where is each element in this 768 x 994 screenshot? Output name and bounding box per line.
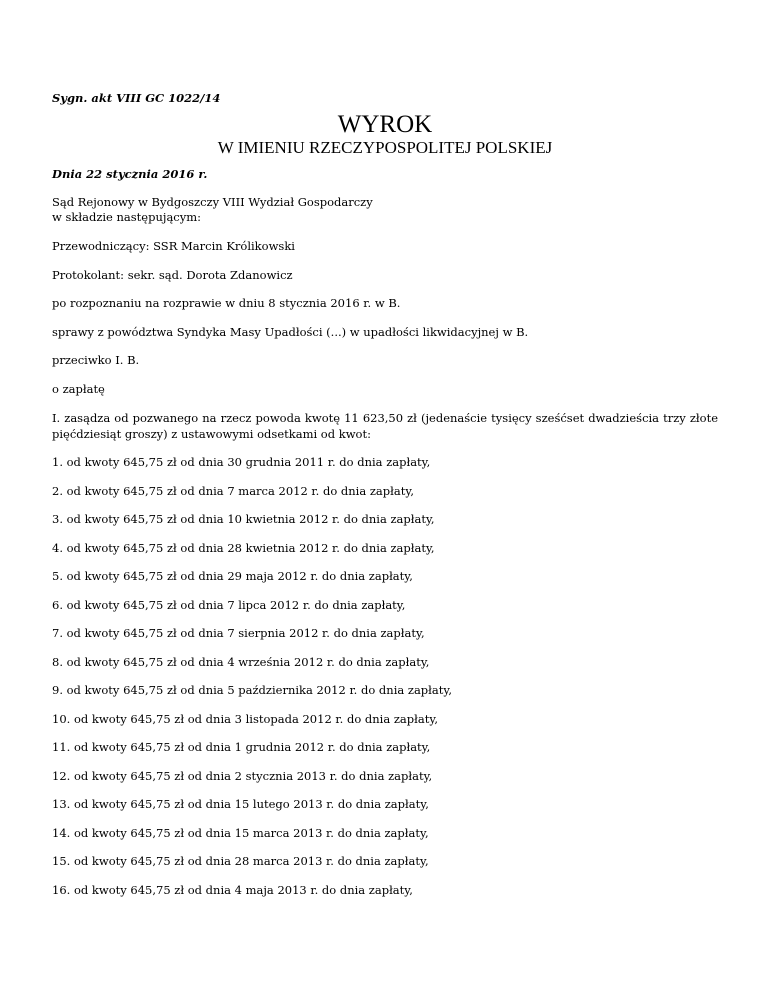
presiding-judge: Przewodniczący: SSR Marcin Królikowski	[52, 239, 295, 253]
list-item: 7. od kwoty 645,75 zł od dnia 7 sierpnia 2012 r. do dnia zapłaty,	[52, 626, 425, 640]
list-item: 13. od kwoty 645,75 zł od dnia 15 lutego 2013 r. do dnia zapłaty,	[52, 797, 429, 811]
list-item: 16. od kwoty 645,75 zł od dnia 4 maja 2013 r. do dnia zapłaty,	[52, 883, 413, 897]
court-composition: w składzie następującym:	[52, 210, 202, 224]
list-item: 12. od kwoty 645,75 zł od dnia 2 stycznia 2013 r. do dnia zapłaty,	[52, 769, 433, 783]
list-item: 14. od kwoty 645,75 zł od dnia 15 marca 2013 r. do dnia zapłaty,	[52, 826, 429, 840]
defendant: przeciwko I. B.	[52, 353, 140, 367]
judgment-date: Dnia 22 stycznia 2016 r.	[52, 167, 208, 181]
document-page	[52, 0, 718, 994]
case-signature: Sygn. akt VIII GC 1022/14	[52, 91, 221, 105]
list-item: 2. od kwoty 645,75 zł od dnia 7 marca 2012 r. do dnia zapłaty,	[52, 484, 414, 498]
list-item: 8. od kwoty 645,75 zł od dnia 4 września 2012 r. do dnia zapłaty,	[52, 655, 430, 669]
list-item: 5. od kwoty 645,75 zł od dnia 29 maja 2012 r. do dnia zapłaty,	[52, 569, 413, 583]
list-item: 1. od kwoty 645,75 zł od dnia 30 grudnia 2011 r. do dnia zapłaty,	[52, 455, 431, 469]
court-clerk: Protokolant: sekr. sąd. Dorota Zdanowicz	[52, 268, 293, 282]
ruling-paragraph: I. zasądza od pozwanego na rzecz powoda kwotę 11 623,50 zł (jedenaście tysięcy sześćset dwadzieścia trzy złote pięćdziesiąt groszy) z ustawowymi odsetkami od kwot:	[52, 411, 718, 441]
list-item: 10. od kwoty 645,75 zł od dnia 3 listopada 2012 r. do dnia zapłaty,	[52, 712, 438, 726]
list-item: 9. od kwoty 645,75 zł od dnia 5 października 2012 r. do dnia zapłaty,	[52, 683, 453, 697]
list-item: 4. od kwoty 645,75 zł od dnia 28 kwietnia 2012 r. do dnia zapłaty,	[52, 541, 435, 555]
case-subject: o zapłatę	[52, 382, 105, 396]
list-item: 3. od kwoty 645,75 zł od dnia 10 kwietnia 2012 r. do dnia zapłaty,	[52, 512, 435, 526]
list-item: 11. od kwoty 645,75 zł od dnia 1 grudnia 2012 r. do dnia zapłaty,	[52, 740, 431, 754]
list-item: 6. od kwoty 645,75 zł od dnia 7 lipca 2012 r. do dnia zapłaty,	[52, 598, 406, 612]
list-item: 15. od kwoty 645,75 zł od dnia 28 marca 2013 r. do dnia zapłaty,	[52, 854, 429, 868]
hearing-info: po rozpoznaniu na rozprawie w dniu 8 stycznia 2016 r. w B.	[52, 296, 401, 310]
document-title: WYROK	[337, 111, 433, 138]
document-subtitle: W IMIENIU RZECZYPOSPOLITEJ POLSKIEJ	[217, 138, 553, 157]
case-description: sprawy z powództwa Syndyka Masy Upadłości (...) w upadłości likwidacyjnej w B.	[52, 325, 529, 339]
court-name: Sąd Rejonowy w Bydgoszczy VIII Wydział Gospodarczy	[52, 195, 373, 209]
